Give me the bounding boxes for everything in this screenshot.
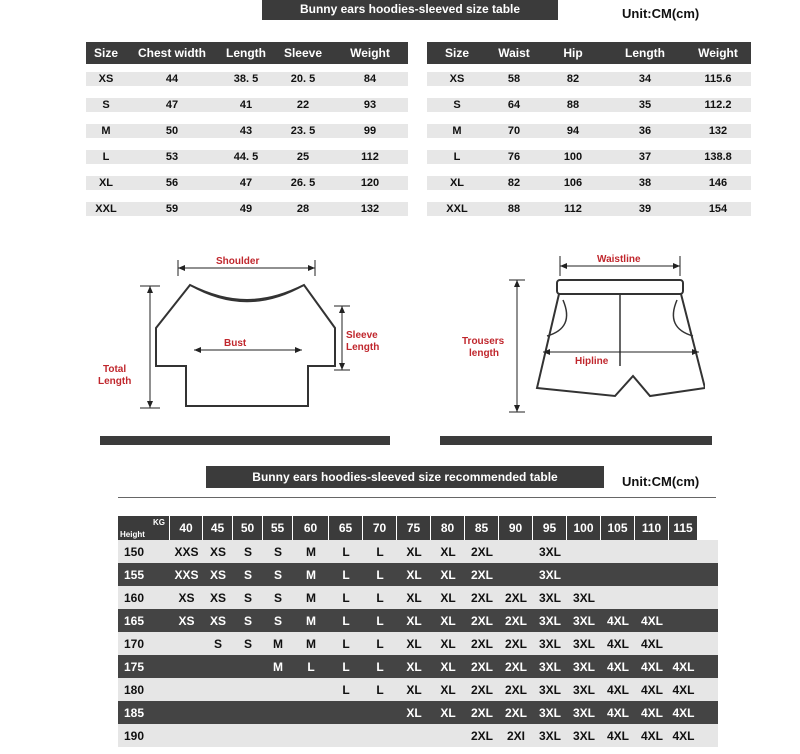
shorts-cell: L (453, 151, 461, 163)
hoodie-cell: 47 (165, 99, 179, 111)
size-cell: XL (440, 636, 456, 651)
size-cell: 4XL (672, 705, 695, 720)
recommend-row (118, 540, 718, 563)
weight-header-cell: 40 (170, 516, 203, 540)
hoodie-cell: L (102, 151, 110, 163)
weight-header-cell: 50 (233, 516, 263, 540)
height-cell: 150 (124, 544, 145, 559)
height-cell: 155 (124, 567, 145, 582)
size-cell: 3XL (572, 705, 595, 720)
hoodie-cell: 22 (296, 99, 310, 111)
size-cell: XL (406, 590, 422, 605)
size-cell: 2XL (470, 659, 493, 674)
recommend-row (118, 632, 718, 655)
height-cell: 170 (124, 636, 145, 651)
shorts-cell: 64 (507, 99, 521, 111)
hoodie-header-cell: Size (93, 46, 118, 60)
size-cell: 4XL (606, 613, 629, 628)
size-cell: XXS (174, 567, 199, 582)
size-cell: XXS (174, 544, 199, 559)
hoodie-cell: 44. 5 (233, 151, 259, 163)
shorts-cell: 37 (638, 151, 652, 163)
hoodie-cell: XXL (95, 203, 117, 215)
size-cell: 3XL (538, 567, 561, 582)
size-cell: 4XL (606, 659, 629, 674)
size-cell: 2XL (504, 682, 527, 697)
size-cell: XL (406, 544, 422, 559)
shorts-cell: 88 (566, 99, 580, 111)
weight-header-cell: 75 (397, 516, 431, 540)
top-banner: Bunny ears hoodies-sleeved size table (262, 0, 558, 20)
size-cell: XS (209, 567, 226, 582)
size-cell: XL (440, 705, 456, 720)
weight-header-cell: 100 (567, 516, 601, 540)
sleeve-label-line1: Sleeve (346, 330, 378, 341)
shorts-cell: 154 (708, 203, 728, 215)
size-cell: S (273, 567, 282, 582)
shorts-row (427, 124, 751, 138)
size-cell: 2XL (470, 567, 493, 582)
hoodie-cell: 26. 5 (290, 177, 316, 189)
shorts-cell: 39 (638, 203, 652, 215)
hoodie-cell: 53 (165, 151, 179, 163)
shorts-row (427, 176, 751, 190)
trousers-label-line1: Trousers (462, 336, 505, 347)
hoodie-row (86, 176, 408, 190)
shirt-diagram (90, 248, 380, 423)
shorts-header-cell: Length (625, 46, 665, 60)
size-cell: 4XL (640, 728, 663, 743)
height-cell: 185 (124, 705, 145, 720)
size-cell: 4XL (640, 613, 663, 628)
hoodie-row (86, 202, 408, 216)
recommend-table (118, 516, 718, 747)
size-cell: S (243, 636, 252, 651)
shorts-cell: 82 (507, 177, 521, 189)
hoodie-header-cell: Sleeve (283, 46, 323, 60)
size-cell: XS (178, 590, 195, 605)
hoodie-cell: 132 (360, 203, 380, 215)
recommend-row (118, 655, 718, 678)
shorts-header-cell: Waist (498, 46, 530, 60)
size-cell: 3XL (538, 544, 561, 559)
size-cell: 2XL (470, 590, 493, 605)
size-cell: L (342, 659, 350, 674)
hoodie-header-cell: Weight (350, 46, 390, 60)
size-cell: L (376, 613, 384, 628)
shorts-row (427, 202, 751, 216)
hoodie-cell: 38. 5 (233, 73, 259, 85)
shorts-diagram (455, 248, 705, 423)
size-cell: S (213, 636, 222, 651)
size-cell: S (243, 590, 252, 605)
size-cell: 3XL (572, 613, 595, 628)
weight-header-cell: 115 (669, 516, 698, 540)
corner-kg-label: KG (153, 518, 165, 527)
weight-header-cell: 85 (465, 516, 499, 540)
size-cell: XL (406, 659, 422, 674)
size-cell: XL (440, 544, 456, 559)
shorts-cell: 82 (566, 73, 580, 85)
size-cell: 2XL (470, 613, 493, 628)
shorts-cell: XXL (446, 203, 468, 215)
hoodie-cell: 50 (165, 125, 179, 137)
size-cell: L (376, 636, 384, 651)
size-cell: 3XL (538, 590, 561, 605)
hoodie-cell: 23. 5 (290, 125, 316, 137)
recommend-row (118, 563, 718, 586)
size-cell: XL (406, 636, 422, 651)
shorts-row (427, 98, 751, 112)
size-cell: S (273, 613, 282, 628)
shorts-cell: 100 (563, 151, 583, 163)
size-cell: L (342, 613, 350, 628)
size-cell: 4XL (640, 636, 663, 651)
size-cell: 2XL (470, 728, 493, 743)
height-cell: 180 (124, 682, 145, 697)
hoodie-cell: 28 (296, 203, 310, 215)
shorts-cell: M (452, 125, 462, 137)
shorts-cell: 132 (708, 125, 728, 137)
hoodie-row (86, 98, 408, 112)
shorts-cell: 112.2 (704, 99, 732, 111)
size-cell: 3XL (538, 613, 561, 628)
size-cell: 4XL (672, 728, 695, 743)
size-cell: XS (178, 613, 195, 628)
shorts-cell: 34 (638, 73, 652, 85)
recommend-row (118, 586, 718, 609)
size-cell: 3XL (572, 659, 595, 674)
shorts-row (427, 72, 751, 86)
size-cell: 3XL (538, 636, 561, 651)
size-cell: 3XL (572, 728, 595, 743)
size-cell: XL (440, 590, 456, 605)
size-cell: 3XL (572, 682, 595, 697)
recommend-row (118, 678, 718, 701)
unit-label-bottom: Unit:CM(cm) (622, 474, 700, 489)
size-cell: 2XL (504, 636, 527, 651)
unit-label-top: Unit:CM(cm) (622, 6, 700, 21)
hoodie-row (86, 124, 408, 138)
hoodie-cell: 41 (239, 99, 253, 111)
hoodie-cell: 25 (296, 151, 310, 163)
hoodie-table-header (86, 42, 408, 64)
size-cell: L (376, 590, 384, 605)
weight-header-cell: 95 (533, 516, 567, 540)
shorts-cell: 58 (507, 73, 521, 85)
shorts-size-table (427, 42, 751, 216)
size-cell: XL (440, 567, 456, 582)
size-cell: L (376, 659, 384, 674)
shorts-outline (537, 294, 705, 396)
hipline-label: Hipline (575, 356, 609, 367)
size-cell: L (342, 590, 350, 605)
size-cell: 4XL (640, 705, 663, 720)
size-cell: 2XI (506, 728, 525, 743)
size-cell: L (342, 636, 350, 651)
hoodie-cell: 49 (239, 203, 253, 215)
shorts-cell: 88 (507, 203, 521, 215)
size-cell: 4XL (672, 659, 695, 674)
size-cell: M (306, 613, 316, 628)
size-cell: 4XL (606, 636, 629, 651)
size-cell: XL (406, 613, 422, 628)
divider-left (100, 436, 390, 445)
weight-header-cell: 110 (635, 516, 669, 540)
shoulder-label: Shoulder (216, 256, 260, 267)
size-cell: L (376, 544, 384, 559)
hoodie-cell: 20. 5 (290, 73, 316, 85)
size-cell: L (376, 682, 384, 697)
size-cell: 4XL (606, 728, 629, 743)
hoodie-header-cell: Length (226, 46, 266, 60)
hoodie-cell: XS (98, 73, 114, 85)
size-cell: 2XL (470, 682, 493, 697)
size-cell: XL (406, 682, 422, 697)
shorts-header-cell: Size (444, 46, 469, 60)
hoodie-cell: 99 (363, 125, 377, 137)
size-cell: XS (209, 544, 226, 559)
size-cell: XS (209, 590, 226, 605)
size-cell: XL (440, 659, 456, 674)
size-cell: L (307, 659, 315, 674)
shorts-cell: 35 (638, 99, 652, 111)
size-cell: 4XL (606, 705, 629, 720)
height-cell: 165 (124, 613, 145, 628)
recommend-row (118, 724, 718, 747)
size-cell: L (376, 567, 384, 582)
hoodie-cell: 44 (165, 73, 179, 85)
hoodie-cell: 56 (165, 177, 179, 189)
size-cell: M (306, 567, 316, 582)
height-cell: 190 (124, 728, 145, 743)
size-cell: 2XL (470, 544, 493, 559)
hoodie-header-cell: Chest width (138, 46, 206, 60)
shorts-cell: 36 (638, 125, 652, 137)
size-cell: 4XL (672, 682, 695, 697)
shorts-header-cell: Hip (563, 46, 583, 60)
size-cell: S (273, 544, 282, 559)
hoodie-size-table (86, 42, 408, 216)
hoodie-cell: 120 (360, 177, 380, 189)
total-label-line2: Length (98, 376, 132, 387)
bottom-rule (118, 497, 716, 498)
size-cell: XL (406, 567, 422, 582)
shorts-cell: 138.8 (704, 151, 732, 163)
recommend-row (118, 609, 718, 632)
shorts-cell: XS (449, 73, 465, 85)
size-cell: S (243, 613, 252, 628)
hoodie-cell: XL (98, 177, 114, 189)
corner-height-label: Height (120, 530, 145, 539)
hoodie-cell: M (101, 125, 111, 137)
hoodie-cell: 43 (239, 125, 253, 137)
size-cell: 2XL (470, 636, 493, 651)
weight-header-cell: 70 (363, 516, 397, 540)
size-cell: M (273, 636, 283, 651)
hoodie-cell: 84 (363, 73, 377, 85)
size-cell: S (243, 544, 252, 559)
hoodie-cell: 93 (363, 99, 377, 111)
height-cell: 175 (124, 659, 145, 674)
weight-header-cell: 60 (293, 516, 329, 540)
size-cell: 3XL (538, 682, 561, 697)
size-cell: 3XL (572, 590, 595, 605)
shorts-row (427, 150, 751, 164)
shorts-cell: 115.6 (704, 73, 732, 85)
size-cell: 4XL (640, 659, 663, 674)
recommend-row (118, 701, 718, 724)
shorts-cell: XL (449, 177, 465, 189)
bottom-banner: Bunny ears hoodies-sleeved size recommended table (206, 466, 604, 488)
shorts-cell: 70 (507, 125, 521, 137)
size-cell: L (342, 682, 350, 697)
waistline-label: Waistline (597, 254, 641, 265)
shorts-cell: 106 (563, 177, 583, 189)
size-cell: M (306, 544, 316, 559)
table-corner (118, 516, 170, 540)
bust-label: Bust (224, 338, 247, 349)
shorts-cell: 112 (564, 203, 582, 215)
hoodie-row (86, 72, 408, 86)
size-cell: 4XL (606, 682, 629, 697)
size-cell: M (273, 659, 283, 674)
size-cell: 2XL (504, 590, 527, 605)
size-cell: 2XL (504, 705, 527, 720)
size-cell: M (306, 636, 316, 651)
size-cell: 3XL (538, 659, 561, 674)
shorts-table-header (427, 42, 751, 64)
hoodie-cell: 112 (361, 151, 379, 163)
size-cell: M (306, 590, 316, 605)
shorts-cell: 146 (708, 177, 728, 189)
trousers-label-line2: length (469, 348, 499, 359)
weight-header-cell: 105 (601, 516, 635, 540)
weight-header-cell: 45 (203, 516, 233, 540)
size-cell: 3XL (572, 636, 595, 651)
size-cell: 3XL (538, 728, 561, 743)
size-cell: XL (406, 705, 422, 720)
shorts-cell: S (453, 99, 461, 111)
size-cell: 2XL (470, 705, 493, 720)
divider-right (440, 436, 712, 445)
size-cell: 2XL (504, 613, 527, 628)
size-cell: 4XL (640, 682, 663, 697)
weight-header-cell: 55 (263, 516, 293, 540)
size-cell: L (342, 544, 350, 559)
hoodie-row (86, 150, 408, 164)
hoodie-cell: 47 (239, 177, 253, 189)
hoodie-cell: S (102, 99, 110, 111)
weight-header-cell: 90 (499, 516, 533, 540)
weight-header-cell: 80 (431, 516, 465, 540)
size-cell: 2XL (504, 659, 527, 674)
sleeve-label-line2: Length (346, 342, 380, 353)
shorts-header-cell: Weight (698, 46, 738, 60)
total-label-line1: Total (103, 364, 127, 375)
size-cell: XL (440, 682, 456, 697)
size-cell: 3XL (538, 705, 561, 720)
height-cell: 160 (124, 590, 145, 605)
size-cell: S (273, 590, 282, 605)
shorts-cell: 38 (638, 177, 652, 189)
hoodie-cell: 59 (165, 203, 179, 215)
size-cell: S (243, 567, 252, 582)
recommend-table-header (118, 516, 718, 540)
shorts-cell: 94 (566, 125, 580, 137)
size-cell: XL (440, 613, 456, 628)
shorts-cell: 76 (507, 151, 521, 163)
size-cell: XS (209, 613, 226, 628)
weight-header-cell: 65 (329, 516, 363, 540)
size-cell: L (342, 567, 350, 582)
